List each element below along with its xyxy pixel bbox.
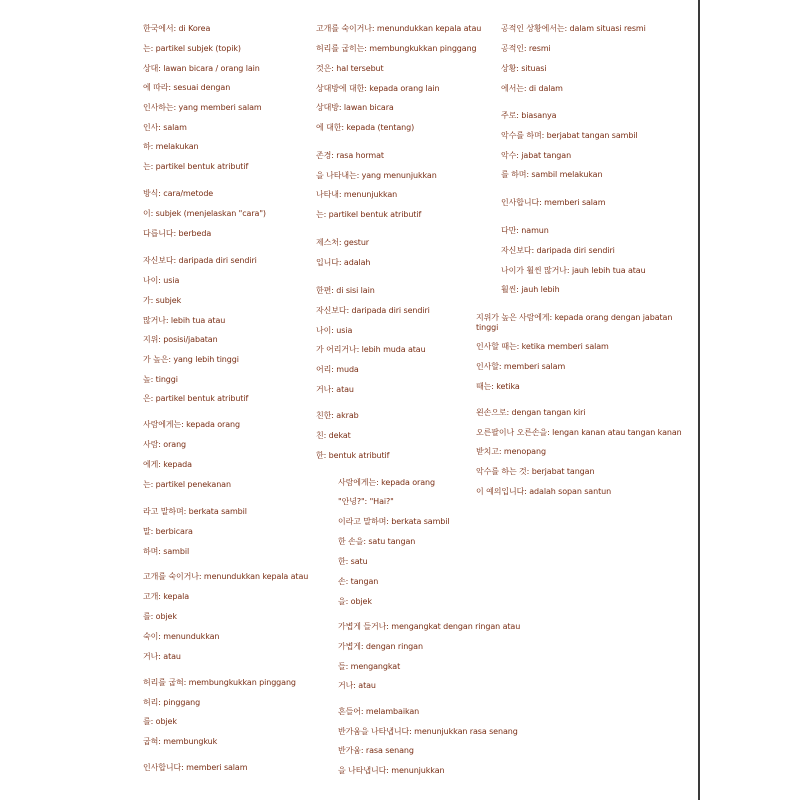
vocab-entry: 왼손으로: dengan tangan kiri [476, 408, 586, 417]
vocab-entry: 를 하며: sambil melakukan [501, 170, 603, 179]
vocab-entry: 를: objek [143, 717, 177, 726]
vocab-entry: 고개를 숙이거나: menundukkan kepala atau [316, 24, 482, 33]
vocab-entry: 이 예의입니다: adalah sopan santun [476, 487, 612, 496]
vocab-entry: 허리: pinggang [143, 698, 201, 707]
vocab-entry: 악수: jabat tangan [501, 151, 572, 160]
page-edge [698, 0, 700, 800]
vocab-entry: 은: partikel bentuk atributif [143, 394, 249, 403]
vocab-entry: 들: mengangkat [338, 662, 401, 671]
vocab-entry: 굽혀: membungkuk [143, 737, 218, 746]
vocab-entry: 인사합니다: memberi salam [501, 198, 606, 207]
vocab-entry: 는: partikel bentuk atributif [143, 162, 249, 171]
vocab-entry: 인사: salam [143, 123, 187, 132]
vocab-entry: 거나: atau [338, 681, 376, 690]
vocab-entry: 반가움을 나타냅니다: menunjukkan rasa senang [338, 727, 518, 736]
vocab-entry: 악수를 하며: berjabat tangan sambil [501, 131, 638, 140]
vocab-entry: 에서는: di dalam [501, 84, 563, 93]
vocab-entry: 나이: usia [143, 276, 180, 285]
vocab-entry: 이라고 말하며: berkata sambil [338, 517, 450, 526]
vocab-entry: 고개: kepala [143, 592, 190, 601]
vocab-entry: 제스처: gestur [316, 238, 369, 247]
vocab-entry: 가볍게 들거나: mengangkat dengan ringan atau [338, 622, 521, 631]
vocab-entry: 나이가 훨씬 많거나: jauh lebih tua atau [501, 266, 646, 275]
vocab-entry: 인사합니다: memberi salam [143, 763, 248, 772]
vocab-entry: 는: partikel subjek (topik) [143, 44, 241, 53]
vocab-entry: 때는: ketika [476, 382, 520, 391]
vocab-entry: 지위: posisi/jabatan [143, 335, 218, 344]
vocab-entry: 한국에서: di Korea [143, 24, 211, 33]
vocab-entry: 숙이: menundukkan [143, 632, 220, 641]
vocab-entry: 를: objek [143, 612, 177, 621]
vocab-entry: 한 손을: satu tangan [338, 537, 416, 546]
vocab-entry: 상대방에 대한: kepada orang lain [316, 84, 440, 93]
vocab-entry: 공적인 상황에서는: dalam situasi resmi [501, 24, 646, 33]
vocab-entry: 한편: di sisi lain [316, 286, 375, 295]
vocab-entry: 입니다: adalah [316, 258, 371, 267]
vocab-entry: 인사할: memberi salam [476, 362, 566, 371]
vocab-entry: 거나: atau [143, 652, 181, 661]
vocab-entry: 에 대한: kepada (tentang) [316, 123, 415, 132]
vocab-entry: 가볍게: dengan ringan [338, 642, 423, 651]
vocab-entry: 허리를 굽혀: membungkukkan pinggang [143, 678, 296, 687]
vocab-entry: 허리를 굽히는: membungkukkan pinggang [316, 44, 477, 53]
vocab-entry: 을 나타냅니다: menunjukkan [338, 766, 445, 775]
vocab-entry: 하: melakukan [143, 142, 199, 151]
vocab-entry: 다만: namun [501, 226, 549, 235]
vocab-entry: 에 따라: sesuai dengan [143, 83, 231, 92]
vocab-entry: 주로: biasanya [501, 111, 557, 120]
vocab-entry: 는: partikel penekanan [143, 480, 231, 489]
vocab-entry: 존경: rasa hormat [316, 151, 384, 160]
vocab-entry: 한: satu [338, 557, 368, 566]
vocab-entry: 는: partikel bentuk atributif [316, 210, 422, 219]
vocab-entry: 가 어리거나: lebih muda atau [316, 345, 426, 354]
vocab-entry: 한: bentuk atributif [316, 451, 390, 460]
vocab-entry: 흔들어: melambaikan [338, 707, 420, 716]
vocab-entry: 가: subjek [143, 296, 182, 305]
vocab-entry: 받치고: menopang [476, 447, 546, 456]
vocab-entry: 자신보다: daripada diri sendiri [501, 246, 615, 255]
vocab-entry: 자신보다: daripada diri sendiri [143, 256, 257, 265]
vocab-entry: 사람: orang [143, 440, 187, 449]
vocab-entry: 가 높은: yang lebih tinggi [143, 355, 239, 364]
vocab-entry: 방식: cara/metode [143, 189, 214, 198]
vocab-entry: 훨씬: jauh lebih [501, 285, 560, 294]
vocab-entry: 말: berbicara [143, 527, 193, 536]
vocab-entry: 높: tinggi [143, 375, 178, 384]
vocab-entry: 사람에게는: kepada orang [143, 420, 240, 429]
vocab-entry: 나이: usia [316, 326, 353, 335]
vocab-entry: 친한: akrab [316, 411, 359, 420]
vocab-entry: 나타내: menunjukkan [316, 190, 398, 199]
vocab-entry: 것은: hal tersebut [316, 64, 384, 73]
vocab-entry: 친: dekat [316, 431, 351, 440]
vocab-entry: 인사할 때는: ketika memberi salam [476, 342, 609, 351]
vocab-entry: 인사하는: yang memberi salam [143, 103, 262, 112]
vocab-entry: 상대방: lawan bicara [316, 103, 394, 112]
vocab-entry: 에게: kepada [143, 460, 192, 469]
vocab-entry: 많거나: lebih tua atau [143, 316, 226, 325]
vocab-entry: 악수를 하는 것: berjabat tangan [476, 467, 595, 476]
vocab-entry: 오른팔이나 오른손을: lengan kanan atau tangan kanan [476, 428, 682, 437]
vocab-entry: 라고 말하며: berkata sambil [143, 507, 247, 516]
vocab-entry: 지위가 높은 사람에게: kepada orang dengan jabatan tinggi [476, 313, 673, 332]
vocab-entry: 공적인: resmi [501, 44, 551, 53]
vocab-entry: "안녕?": "Hai?" [338, 497, 394, 506]
vocab-entry: 이: subjek (menjelaskan "cara") [143, 209, 266, 218]
vocab-entry: 다릅니다: berbeda [143, 229, 212, 238]
vocab-entry: 을: objek [338, 597, 372, 606]
vocab-entry: 거나: atau [316, 385, 354, 394]
vocab-entry: 상대: lawan bicara / orang lain [143, 64, 260, 73]
vocab-entry: 고개를 숙이거나: menundukkan kepala atau [143, 572, 309, 581]
vocab-entry: 하며: sambil [143, 547, 190, 556]
vocab-entry: 사람에게는: kepada orang [338, 478, 435, 487]
vocab-entry: 자신보다: daripada diri sendiri [316, 306, 430, 315]
vocab-entry: 어리: muda [316, 365, 359, 374]
vocab-entry: 을 나타내는: yang menunjukkan [316, 171, 437, 180]
vocab-entry: 반가움: rasa senang [338, 746, 414, 755]
vocab-entry: 손: tangan [338, 577, 379, 586]
vocab-entry: 상황: situasi [501, 64, 547, 73]
